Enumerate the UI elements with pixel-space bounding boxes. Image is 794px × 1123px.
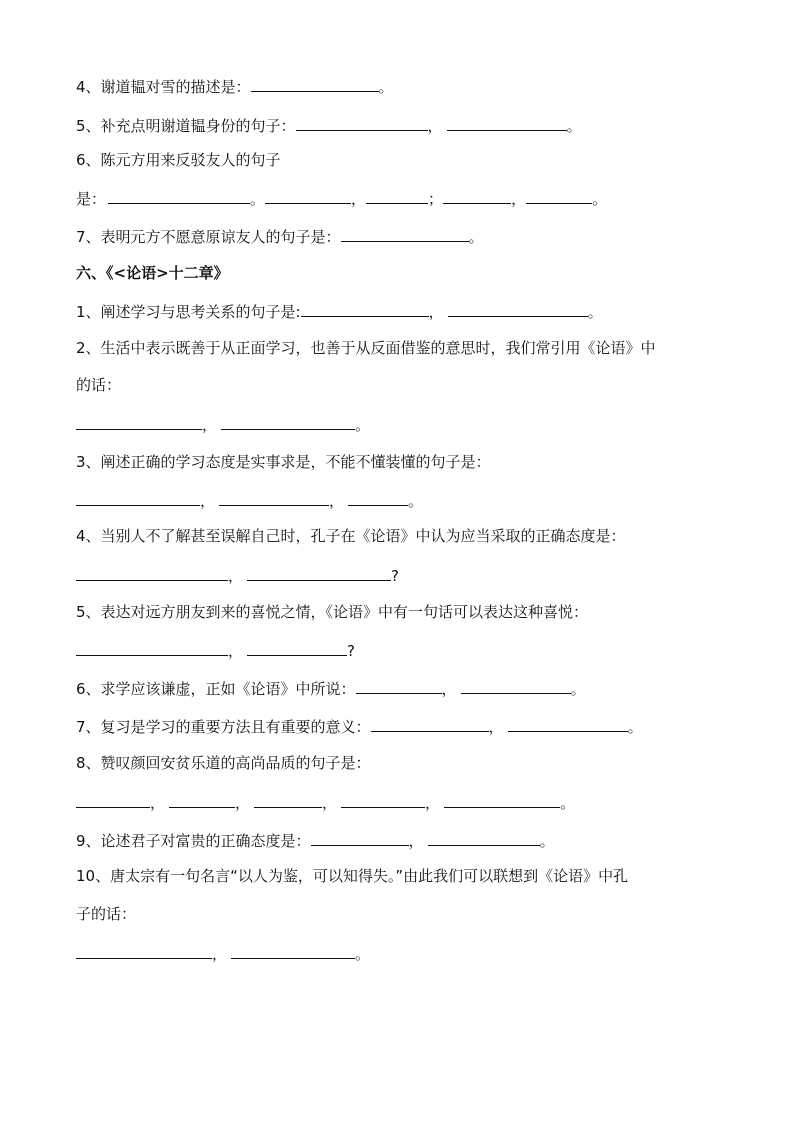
answer-blank[interactable] — [76, 640, 228, 656]
answer-blank[interactable] — [76, 490, 200, 506]
question-3 — [76, 452, 491, 472]
answer-blank[interactable] — [301, 301, 429, 317]
answer-blank[interactable] — [526, 188, 592, 204]
question-6-answers: 是： 。 ， ； ， 。 — [76, 190, 608, 208]
question-9: 9、论述君子对富贵的正确态度是： ， 。 — [76, 832, 555, 850]
question-text: 9、论述君子对富贵的正确态度是： — [76, 832, 311, 850]
section-heading: 六、《<论语>十二章》 — [76, 264, 229, 282]
answer-blank[interactable] — [76, 792, 150, 808]
answer-blank[interactable] — [108, 188, 250, 204]
answer-blank[interactable] — [169, 792, 235, 808]
question-text: 7、表明元方不愿意原谅友人的句子是： — [76, 228, 341, 246]
question-5: 5、补充点明谢道韫身份的句子： ， 。 — [76, 117, 582, 135]
answer-blank[interactable] — [348, 490, 408, 506]
question-text: 5、补充点明谢道韫身份的句子： — [76, 117, 296, 135]
answer-blank[interactable] — [508, 716, 628, 732]
question-10-cont: 子的话： — [76, 905, 137, 923]
question-10-answers: ， 。 — [76, 943, 370, 963]
answer-blank[interactable] — [247, 565, 391, 581]
question-text: 3、阐述正确的学习态度是实事求是，不能不懂装懂的句子是： — [76, 453, 491, 471]
question-text: 5、表达对远方朋友到来的喜悦之情，《论语》中有一句话可以表达这种喜悦： — [76, 603, 589, 621]
answer-blank[interactable] — [265, 188, 351, 204]
question-2 — [76, 338, 656, 358]
answer-blank[interactable] — [219, 490, 329, 506]
question-4: 4、谢道韫对雪的描述是： 。 — [76, 78, 394, 96]
answer-blank[interactable] — [247, 640, 347, 656]
question-8-answers: ， ， ， ， 。 — [76, 792, 575, 812]
question-6 — [76, 150, 281, 170]
question-7: 7、复习是学习的重要方法且有重要的意义： ， 。 — [76, 718, 643, 736]
answer-blank[interactable] — [76, 414, 202, 430]
question-4 — [76, 526, 626, 546]
question-1: 1、阐述学习与思考关系的句子是: ， 。 — [76, 303, 603, 321]
question-5 — [76, 602, 588, 622]
question-2-cont: 的话： — [76, 376, 122, 394]
question-6: 6、求学应该谦虚，正如《论语》中所说： ， 。 — [76, 680, 586, 698]
answer-blank[interactable] — [76, 565, 228, 581]
question-text: 10、唐太宗有一句名言“以人为鉴，可以知得失。”由此我们可以联想到《论语》中孔 — [76, 867, 629, 885]
question-8 — [76, 753, 371, 773]
answer-blank[interactable] — [251, 76, 379, 92]
question-4-answers: ， ? — [76, 565, 399, 585]
answer-blank[interactable] — [428, 830, 540, 846]
question-10 — [76, 866, 628, 886]
answer-blank[interactable] — [341, 226, 469, 242]
answer-blank[interactable] — [231, 943, 355, 959]
answer-blank[interactable] — [447, 115, 567, 131]
answer-blank[interactable] — [356, 678, 442, 694]
answer-blank[interactable] — [366, 188, 428, 204]
question-text: 6、求学应该谦虚，正如《论语》中所说： — [76, 680, 356, 698]
question-text: 4、当别人不了解甚至误解自己时，孔子在《论语》中认为应当采取的正确态度是： — [76, 527, 626, 545]
question-7: 7、表明元方不愿意原谅友人的句子是： 。 — [76, 228, 484, 246]
question-text: 6、陈元方用来反驳友人的句子 — [76, 151, 281, 169]
answer-blank[interactable] — [296, 115, 428, 131]
question-text: 8、赞叹颜回安贫乐道的高尚品质的句子是： — [76, 754, 371, 772]
answer-blank[interactable] — [221, 414, 355, 430]
question-text: 7、复习是学习的重要方法且有重要的意义： — [76, 718, 371, 736]
answer-blank[interactable] — [448, 301, 588, 317]
answer-blank[interactable] — [254, 792, 322, 808]
answer-blank[interactable] — [443, 188, 511, 204]
question-5-answers: ， ? — [76, 640, 355, 660]
answer-blank[interactable] — [461, 678, 571, 694]
question-text: 4、谢道韫对雪的描述是： — [76, 78, 251, 96]
question-3-answers: ， ， 。 — [76, 490, 423, 510]
answer-blank[interactable] — [76, 943, 212, 959]
question-2-answers: ， 。 — [76, 414, 370, 434]
question-text: 2、生活中表示既善于从正面学习，也善于从反面借鉴的意思时，我们常引用《论语》中 — [76, 339, 656, 357]
answer-blank[interactable] — [311, 830, 409, 846]
answer-blank[interactable] — [341, 792, 425, 808]
answer-blank[interactable] — [371, 716, 489, 732]
question-text: 1、阐述学习与思考关系的句子是: — [76, 303, 301, 321]
answer-blank[interactable] — [444, 792, 560, 808]
